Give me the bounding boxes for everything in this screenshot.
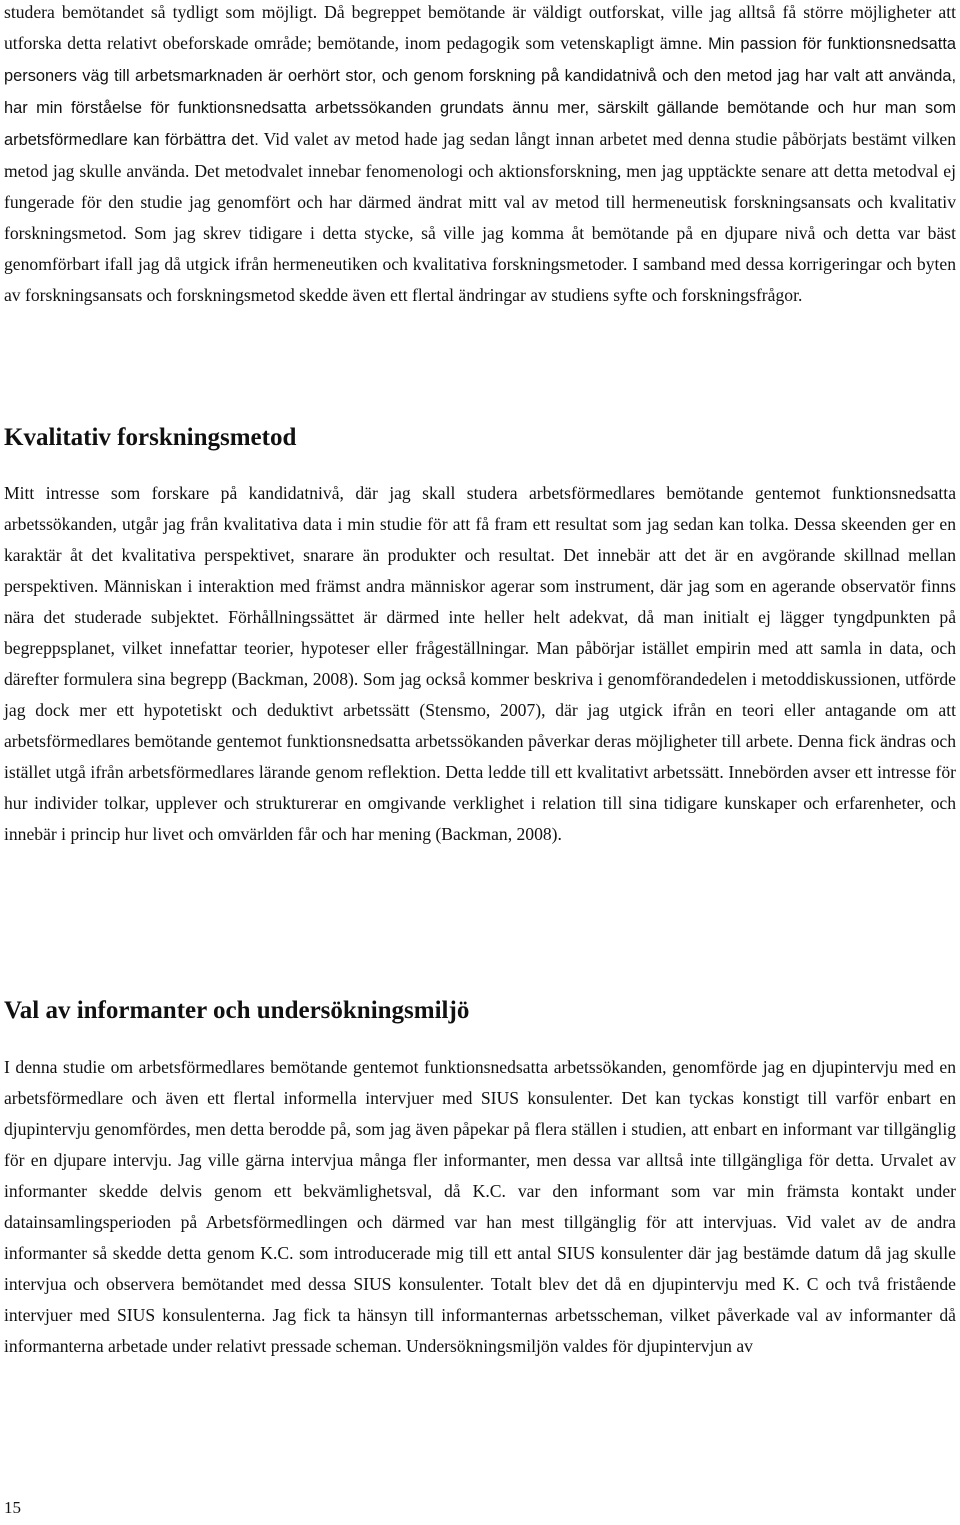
section-body-informanter: I denna studie om arbetsförmedlares bemötande gentemot funktionsnedsatta arbetssökanden, genomförde jag en djupintervju med en arbetsförmedlare och även ett flertal informella intervjuer med SIUS konsulenter. Det kan tyckas konstigt till varför enbart en djupintervju genomfördes, men detta berodde på, som jag även påpekar på flera ställen i studien, att enbart en informant var tillgänglig för en djupare intervju. Jag ville gärna intervjua många fler informanter, men dessa var alltså inte tillgängliga för detta. Urvalet av informanter skedde delvis genom ett bekvämlighetsval, då K.C. var den informant som var min främsta kontakt under datainsamlingsperioden på Arbetsförmedlingen och därmed var han mest tillgänglig för att intervjuas. Vid valet av de andra informanter så skedde detta genom K.C. som introducerade mig till ett antal SIUS konsulenter där jag bestämde datum då jag skulle intervjua och observera bemötandet med dessa SIUS konsulenter. Totalt blev det då en djupintervju med K. C och två fristående intervjuer med SIUS konsulenterna. Jag fick ta hänsyn till informanternas arbetsscheman, vilket påverkade val av informanter då informanterna arbetade under relativt pressade scheman. Undersökningsmiljön valdes för djupintervjun av [4, 1057, 956, 1356]
intro-paragraph [4, 0, 956, 311]
intro-text-part2: Min passion för funktionsnedsatta personers väg till arbetsmarknaden är oerhört stor, och genom forskning på kandidatnivå och den metod jag har valt att använda, har min förståelse för funktionsnedsatta arbetssökanden grundats ännu mer, särskilt gällande bemötande och hur man som arbetsförmedlare kan förbättra det. [4, 35, 957, 149]
section-heading-informanter: Val av informanter och undersökningsmiljö [4, 997, 470, 1024]
page-number: 15 [4, 1498, 21, 1517]
section-body-kvalitativ: Mitt intresse som forskare på kandidatnivå, där jag skall studera arbetsförmedlares bemötande gentemot funktionsnedsatta arbetssökanden, utgår jag från kvalitativa data i min studie för att få fram ett resultat som jag sedan kan tolka. Dessa skeenden ger en karaktär åt det kvalitativa perspektivet, snarare än produkter och resultat. Det innebär att det är en avgörande skillnad mellan perspektiven. Människan i interaktion med främst andra människor agerar som instrument, där jag som en agerande observatör finns nära det studerade subjektet. Förhållningssättet är därmed inte heller helt adekvat, då man initialt ej lägger tyngdpunkten på begreppsplanet, vilket innefattar teorier, hypoteser eller frågeställningar. Man påbörjar istället empirin med att samla in data, och därefter formulera sina begrepp (Backman, 2008). Som jag också kommer beskriva i genomförandedelen i metoddiskussionen, utförde jag dock mer ett hypotetiskt och deduktivt arbetssätt (Stensmo, 2007), där jag utgick ifrån en teori eller antagande om att arbetsförmedlares bemötande gentemot funktionsnedsatta arbetssökanden påverkar deras möjligheter till arbete. Denna fick ändras och istället utgå ifrån arbetsförmedlares lärande genom reflektion. Detta ledde till ett kvalitativt arbetssätt. Innebörden avser ett intresse för hur individer tolkar, upplever och strukturerar en omgivande verklighet i relation till sina tidigare kunskaper och erfarenheter, och innebär i princip hur livet och omvärlden får och har mening (Backman, 2008). [4, 483, 956, 844]
intro-text-part3: Vid valet av metod hade jag sedan långt innan arbetet med denna studie påbörjats bestämt vilken metod jag skulle använda. Det metodvalet innebar fenomenologi och aktionsforskning, men jag upptäckte senare att detta metodval ej fungerade för den studie jag genomfört och har därmed ändrat mitt val av metod till hermeneutisk forskningsansats och kvalitativ forskningsmetod. Som jag skrev tidigare i detta stycke, så ville jag komma åt bemötande på en djupare nivå och detta var bäst genomförbart ifall jag då utgick ifrån hermeneutiken och kvalitativa forskningsmetoder. I samband med dessa korrigeringar och byten av forskningsansats och forskningsmetod skedde även ett flertal ändringar av studiens syfte och forskningsfrågor. [4, 129, 956, 305]
section-heading-kvalitativ: Kvalitativ forskningsmetod [4, 424, 297, 451]
intro-text-part1: studera bemötandet så tydligt som möjligt. Då begreppet bemötande är väldigt outforskat, ville jag alltså få större möjligheter att utforska detta relativt obeforskade område; bemötande, inom pedagogik som vetenskapligt ämne. [4, 2, 956, 53]
